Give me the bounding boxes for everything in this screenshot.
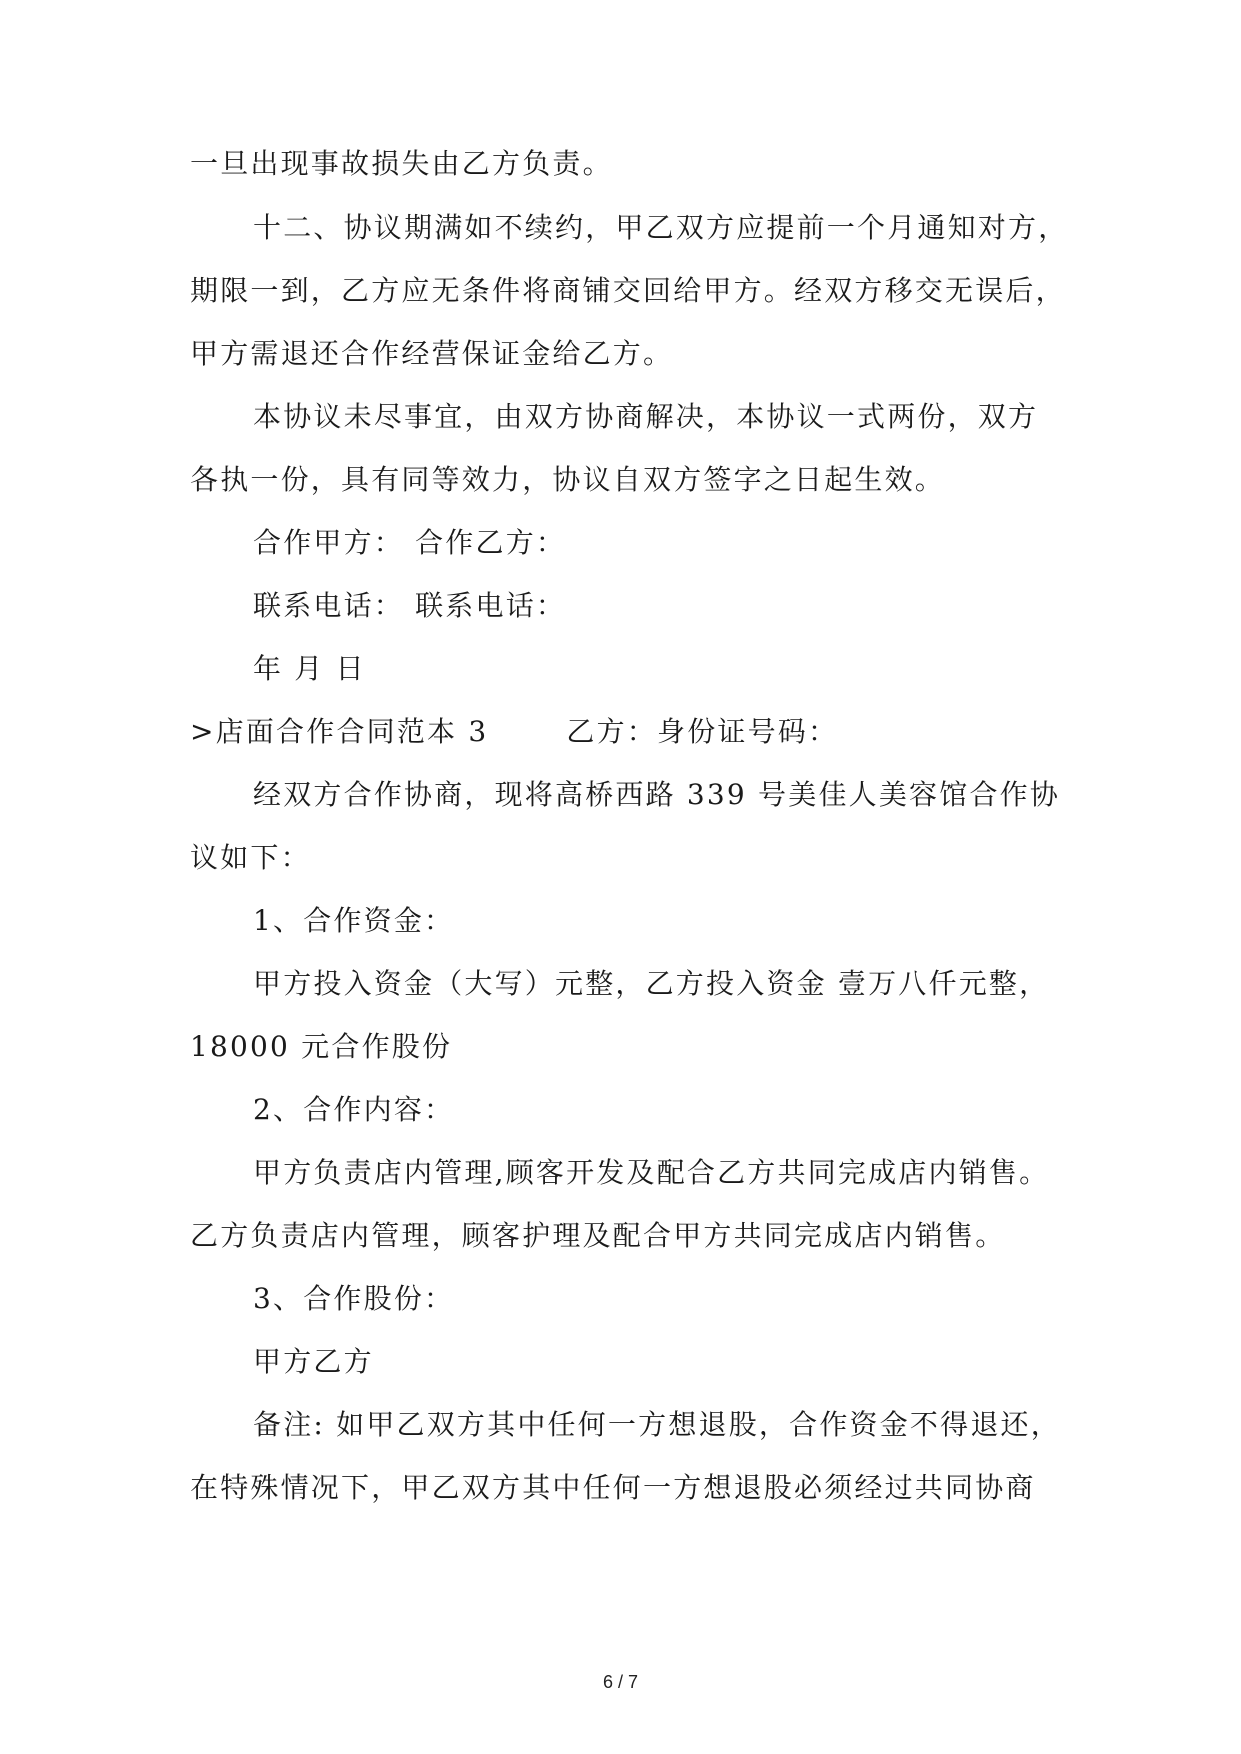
date-line: 年 月 日 — [253, 652, 366, 685]
paragraph-line: 甲方负责店内管理,顾客开发及配合乙方共同完成店内销售。 — [253, 1156, 1050, 1189]
page-number: 6 / 7 — [602, 1672, 639, 1692]
paragraph-line: 议如下： — [190, 841, 311, 874]
contact-phone-line: 联系电话： 联系电话： — [253, 589, 567, 622]
paragraph-line: 在特殊情况下，甲乙双方其中任何一方想退股必须经过共同协商 — [190, 1471, 1036, 1504]
signature-party-line: 合作甲方： 合作乙方： — [253, 526, 567, 559]
paragraph-line: 十二、协议期满如不续约，甲乙双方应提前一个月通知对方， — [253, 211, 1069, 244]
clause-heading: 1、合作资金： — [253, 904, 455, 937]
paragraph-line: 期限一到，乙方应无条件将商铺交回给甲方。经双方移交无误后， — [190, 274, 1066, 307]
paragraph-line: 甲方需退还合作经营保证金给乙方。 — [190, 337, 674, 370]
clause-heading: 3、合作股份： — [253, 1282, 455, 1315]
section-title-line — [190, 712, 1070, 752]
paragraph-line: 乙方负责店内管理，顾客护理及配合甲方共同完成店内销售。 — [190, 1219, 1006, 1252]
paragraph-line: 甲方投入资金（大写）元整，乙方投入资金 壹万八仟元整， — [253, 967, 1050, 1000]
paragraph-line: 甲方乙方 — [253, 1345, 374, 1378]
clause-heading: 2、合作内容： — [253, 1093, 455, 1126]
section-title: >店面合作合同范本 3 — [190, 715, 489, 748]
paragraph-line: 18000 元合作股份 — [190, 1030, 453, 1063]
paragraph-line: 本协议未尽事宜，由双方协商解决，本协议一式两份，双方 — [253, 400, 1039, 433]
paragraph-line: 经双方合作协商，现将高桥西路 339 号美佳人美容馆合作协 — [253, 778, 1061, 811]
party-b-id-label: 乙方：身份证号码： — [566, 715, 839, 748]
paragraph-line: 一旦出现事故损失由乙方负责。 — [190, 147, 613, 180]
paragraph-line: 各执一份，具有同等效力，协议自双方签字之日起生效。 — [190, 463, 946, 496]
paragraph-line: 备注: 如甲乙双方其中任何一方想退股，合作资金不得退还， — [253, 1408, 1061, 1441]
